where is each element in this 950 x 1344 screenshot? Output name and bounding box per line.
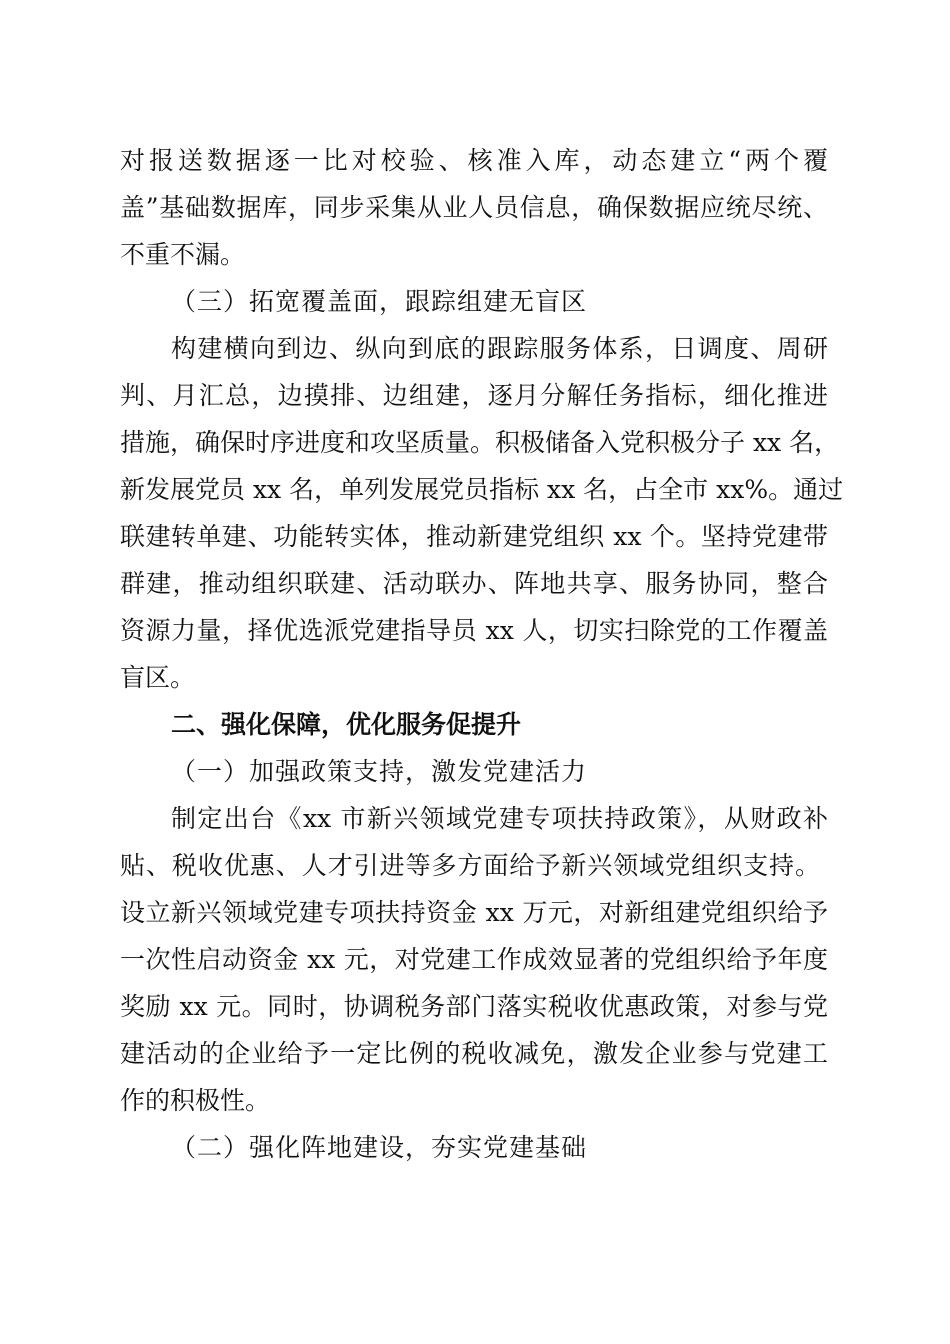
section-subheading: （一）加强政策支持，激发党建活力 [171,757,588,786]
body-text-line: 奖励 xx 元。同时，协调税务部门落实税收优惠政策，对参与党 [120,992,828,1021]
body-text-line: 盖”基础数据库，同步采集从业人员信息，确保数据应统尽统、 [120,193,828,222]
section-subheading: （三）拓宽覆盖面，跟踪组建无盲区 [171,287,588,316]
body-text-line: 新发展党员 xx 名，单列发展党员指标 xx 名，占全市 xx%。通过 [120,475,844,504]
body-text-line: 作的积极性。 [120,1086,271,1115]
body-text-line: 对报送数据逐一比对校验、核准入库，动态建立“两个覆 [120,146,828,175]
body-text-line: 资源力量，择优选派党建指导员 xx 人，切实扫除党的工作覆盖 [120,616,828,645]
section-subheading: （二）强化阵地建设，夯实党建基础 [171,1133,588,1162]
body-text-line: 联建转单建、功能转实体，推动新建党组织 xx 个。坚持党建带 [120,522,828,551]
body-text-line: 措施，确保时序进度和攻坚质量。积极储备入党积极分子 xx 名， [120,428,840,457]
body-text-line: 判、月汇总，边摸排、边组建，逐月分解任务指标，细化推进 [120,381,828,410]
body-text-line: 群建，推动组织联建、活动联办、阵地共享、服务协同，整合 [120,569,828,598]
section-heading: 二、强化保障，优化服务促提升 [171,710,522,739]
body-text-line: 建活动的企业给予一定比例的税收减免，激发企业参与党建工 [120,1039,828,1068]
body-text-line: 设立新兴领域党建专项扶持资金 xx 万元，对新组建党组织给予 [120,898,828,927]
body-text-line: 不重不漏。 [120,240,246,269]
body-text-line: 制定出台《xx 市新兴领域党建专项扶持政策》，从财政补 [171,804,828,833]
body-text-line: 一次性启动资金 xx 元，对党建工作成效显著的党组织给予年度 [120,945,828,974]
body-text-line: 构建横向到边、纵向到底的跟踪服务体系，日调度、周研 [171,334,828,363]
body-text-line: 盲区。 [120,663,196,692]
body-text-line: 贴、税收优惠、人才引进等多方面给予新兴领域党组织支持。 [120,851,820,880]
